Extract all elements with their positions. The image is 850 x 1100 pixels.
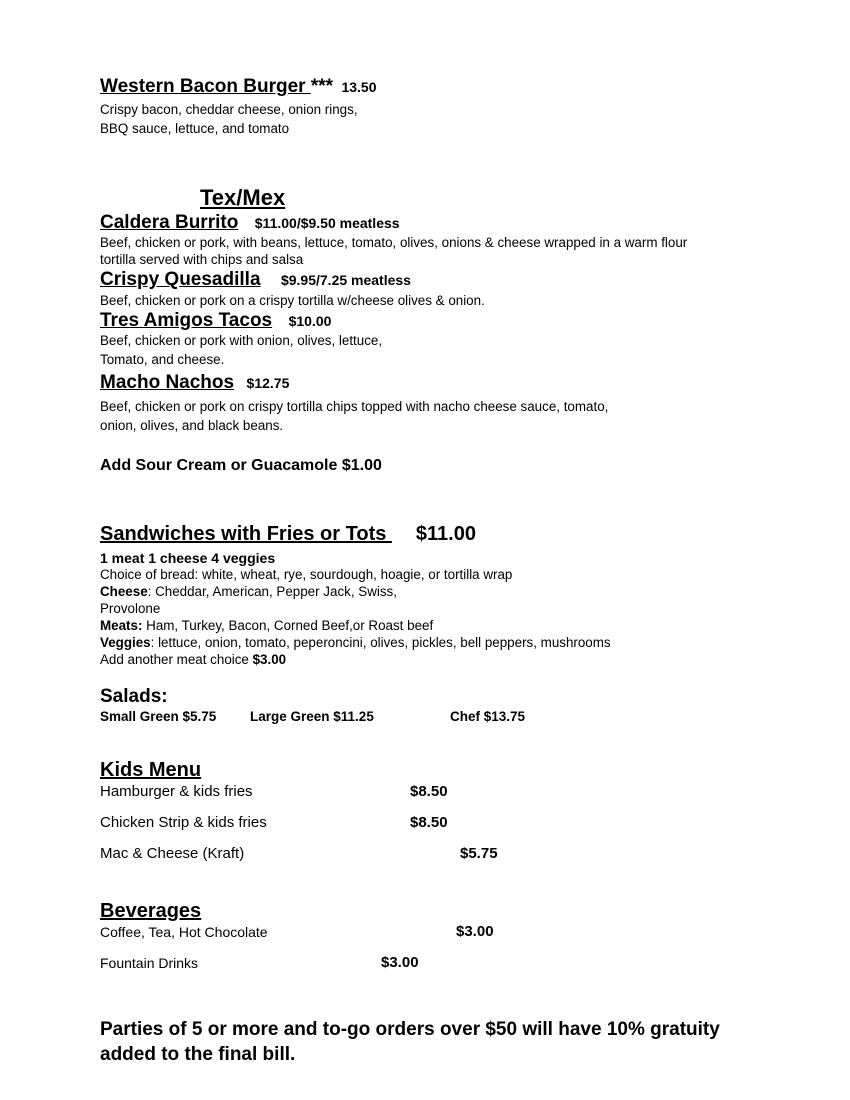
gratuity-note-1: Parties of 5 or more and to-go orders over $50 will have 10% gratuity — [100, 1019, 720, 1040]
cheese-label: Cheese — [100, 584, 148, 599]
kids-item-price: $8.50 — [410, 783, 448, 800]
texmex-heading: Tex/Mex — [200, 185, 286, 210]
beverage-item-name: Fountain Drinks — [100, 955, 199, 971]
burrito-desc-1: Beef, chicken or pork, with beans, lettuce, tomato, olives, onions & cheese wrapped in a warm flour — [100, 235, 688, 250]
nachos-price: $12.75 — [246, 375, 290, 391]
kids-item-name: Mac & Cheese (Kraft) — [100, 845, 245, 862]
sandwiches-heading — [100, 523, 476, 546]
quesadilla-title: Crispy Quesadilla — [100, 269, 261, 290]
add-text: Add another meat choice — [100, 652, 253, 667]
add-price: $3.00 — [252, 652, 287, 667]
sandwiches-title: Sandwiches with Fries or Tots — [100, 523, 392, 545]
salad-large: Large Green $11.25 — [250, 709, 374, 724]
veggies-label: Veggies — [100, 635, 151, 650]
burger-title: Western Bacon Burger — [100, 76, 311, 97]
tacos-title: Tres Amigos Tacos — [100, 310, 273, 331]
quesadilla-heading — [100, 269, 411, 291]
kids-item-price: $5.75 — [460, 845, 498, 862]
quesadilla-price: $9.95/7.25 meatless — [280, 272, 411, 288]
tacos-heading — [100, 310, 331, 332]
nachos-title: Macho Nachos — [100, 372, 235, 393]
burger-price: 13.50 — [341, 79, 377, 95]
veggies-text: : lettuce, onion, tomato, peperoncini, olives, pickles, bell peppers, mushrooms — [150, 635, 611, 650]
burger-desc-2: BBQ sauce, lettuce, and tomato — [100, 121, 290, 136]
sandwiches-add — [100, 651, 286, 670]
salad-small: Small Green $5.75 — [100, 709, 217, 724]
salad-chef: Chef $13.75 — [450, 709, 526, 724]
quesadilla-desc-1: Beef, chicken or pork on a crispy tortilla w/cheese olives & onion. — [100, 293, 485, 308]
sandwiches-cheese — [100, 583, 397, 602]
nachos-heading — [100, 372, 289, 394]
cheese-text: : Cheddar, American, Pepper Jack, Swiss, — [147, 584, 397, 599]
burger-stars: *** — [310, 76, 333, 97]
gratuity-note-2: added to the final bill. — [100, 1044, 296, 1065]
sandwiches-cheese-2: Provolone — [100, 601, 161, 616]
beverage-item-name: Coffee, Tea, Hot Chocolate — [100, 924, 268, 940]
beverage-item-price: $3.00 — [456, 923, 494, 940]
texmex-addon: Add Sour Cream or Guacamole $1.00 — [100, 457, 382, 474]
burger-desc-1: Crispy bacon, cheddar cheese, onion rings, — [100, 102, 358, 117]
salads-heading: Salads: — [100, 686, 168, 707]
burrito-desc-2: tortilla served with chips and salsa — [100, 252, 304, 267]
kids-item-name: Hamburger & kids fries — [100, 783, 253, 800]
beverages-heading: Beverages — [100, 900, 202, 922]
kids-item-price: $8.50 — [410, 814, 448, 831]
tacos-desc-2: Tomato, and cheese. — [100, 352, 225, 367]
meats-text: Ham, Turkey, Bacon, Corned Beef,or Roast beef — [142, 618, 434, 633]
burrito-price: $11.00/$9.50 meatless — [254, 215, 400, 231]
kids-item-name: Chicken Strip & kids fries — [100, 814, 267, 831]
sandwiches-sub: 1 meat 1 cheese 4 veggies — [100, 550, 276, 566]
burger-heading — [100, 76, 377, 98]
tacos-desc-1: Beef, chicken or pork with onion, olives, lettuce, — [100, 333, 383, 348]
sandwiches-meats — [100, 617, 433, 636]
kids-heading: Kids Menu — [100, 759, 202, 781]
burrito-title: Caldera Burrito — [100, 212, 239, 233]
nachos-desc-1: Beef, chicken or pork on crispy tortilla chips topped with nacho cheese sauce, tomato, — [100, 399, 609, 414]
meats-label: Meats: — [100, 618, 143, 633]
burrito-heading — [100, 212, 400, 234]
tacos-price: $10.00 — [288, 313, 332, 329]
sandwiches-veggies — [100, 634, 611, 653]
sandwiches-bread: Choice of bread: white, wheat, rye, sourdough, hoagie, or tortilla wrap — [100, 567, 513, 582]
beverage-item-price: $3.00 — [381, 954, 419, 971]
sandwiches-price: $11.00 — [415, 523, 476, 545]
nachos-desc-2: onion, olives, and black beans. — [100, 418, 284, 433]
